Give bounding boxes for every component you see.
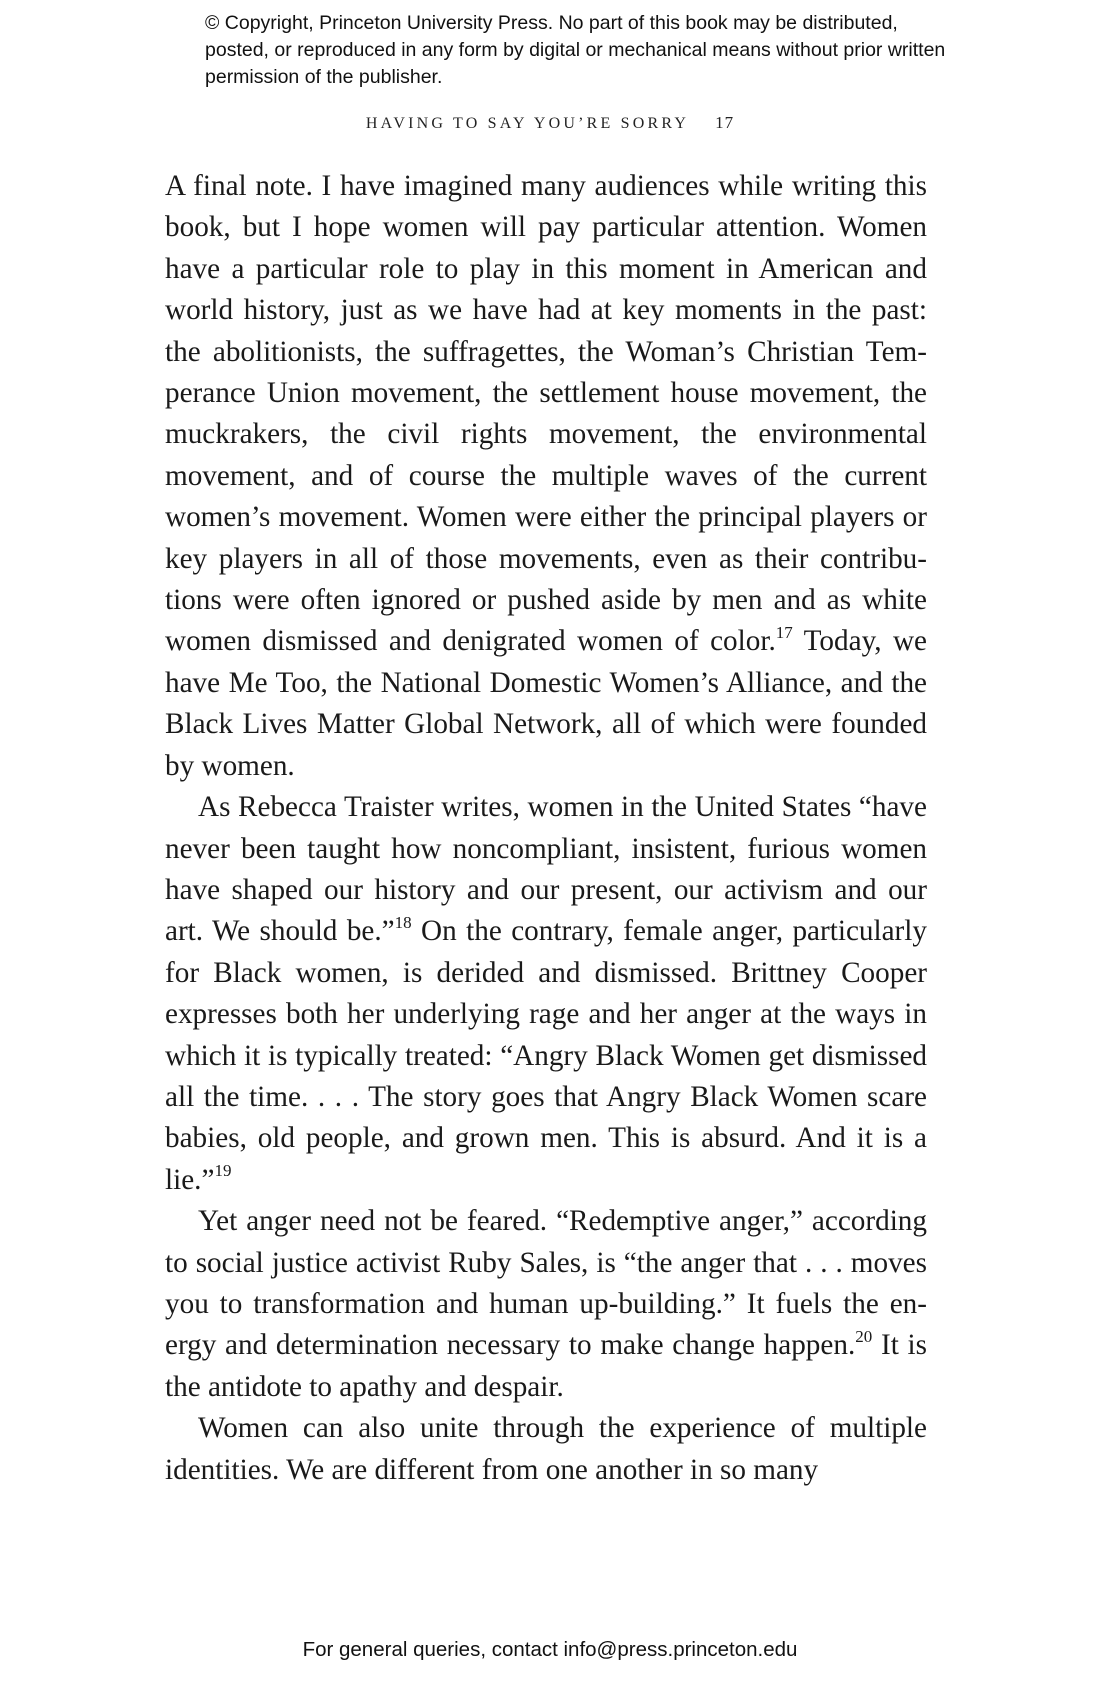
running-title: HAVING TO SAY YOU’RE SORRY — [365, 115, 690, 132]
paragraph-1-text-b: Today, we have Me Too, the National Domestic Women’s Alliance, and the Black Lives Matter Global Network, all of which were founded by women. — [165, 625, 928, 782]
paragraph-2-text-b: On the contrary, female anger, particularly for Black women, is derided and dismissed. Brittney Cooper expresses both her underlying rage and her anger at the ways in which it is typically treated: “Angry Black Women get dismissed all the time. . . . The story goes that Angry Black Women scare babies, old people, and grown men. This is absurd. And it is a lie.” — [165, 915, 927, 1196]
footnote-marker-19: 19 — [214, 1161, 232, 1181]
footnote-marker-17: 17 — [775, 622, 793, 642]
paragraph-2 — [165, 787, 927, 1201]
paragraph-1-text-a: A final note. I have imagined many audiences while writing this book, but I hope women will pay particular attention. Women have a particular role to play in this moment in American and world history, just as we have had at key moments in the past: the abolitionists, the suffragettes, the Woman’s Christian Temperance Union movement, the settlement house movement, the muckrakers, the civil rights movement, the environmental movement, and of course the multiple waves of the current women’s movement. Women were either the principal players or key players in all of those movements, even as their contributions were often ignored or pushed aside by men and as white women dismissed and denigrated women of color. — [165, 170, 927, 658]
paragraph-3-text-a: Yet anger need not be feared. “Redemptive anger,” according to social justice activist Ruby Sales, is “the anger that . . . moves you to transformation and human up-building.” It fuels the energy and determination necessary to make change happen. — [165, 1205, 927, 1362]
paragraph-3 — [165, 1201, 927, 1408]
paragraph-3-text-b: It is the antidote to apathy and despair. — [165, 1329, 928, 1403]
paragraph-1 — [165, 166, 927, 787]
page-number: 17 — [715, 113, 735, 132]
running-head — [0, 113, 1100, 133]
paragraph-4-text: Women can also unite through the experience of multiple identities. We are different from one another in so many — [165, 1412, 927, 1486]
contact-footer: For general queries, contact info@press.princeton.edu — [302, 1638, 798, 1661]
paragraph-4 — [165, 1408, 927, 1491]
footnote-marker-20: 20 — [855, 1326, 873, 1346]
body-text — [165, 166, 927, 1491]
footnote-marker-18: 18 — [394, 912, 412, 932]
copyright-notice: © Copyright, Princeton University Press. No part of this book may be distributed, posted, or reproduced in any form by digital or mechanical means without prior written permission of the publisher. — [205, 12, 946, 88]
paragraph-2-text-a: As Rebecca Traister writes, women in the United States “have never been taught how noncompliant, insistent, furious women have shaped our history and our present, our activism and our art. We should be.” — [165, 791, 927, 948]
